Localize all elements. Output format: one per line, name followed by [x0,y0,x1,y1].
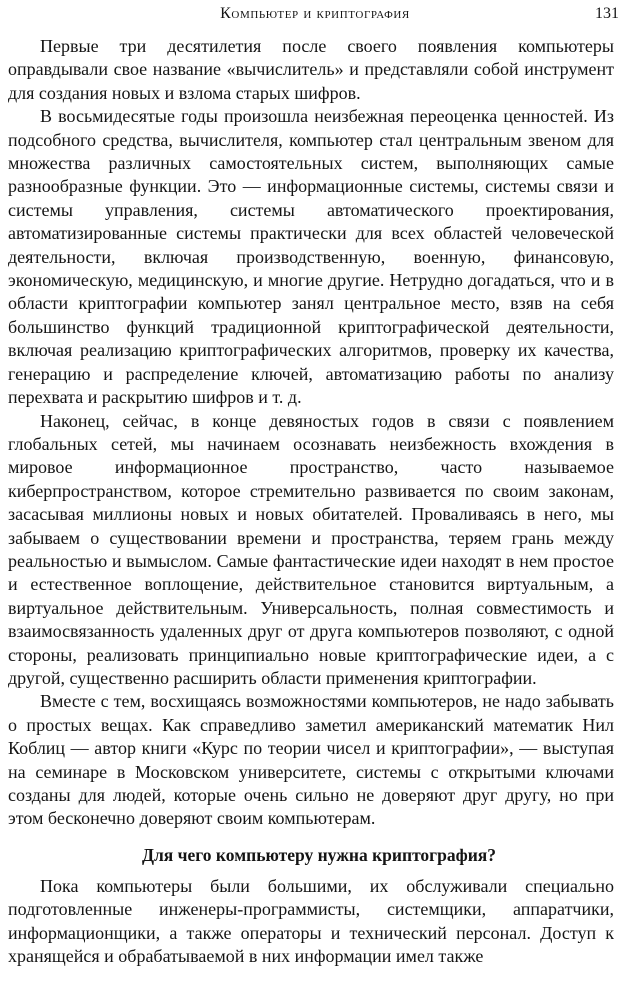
paragraph: Первые три десятилетия после своего появления компьютеры оправдывали свое название «вычислитель» и представляли собой инструмент для создания новых и взлома старых шифров. [8,36,614,103]
running-head [0,4,630,24]
running-title: Компьютер и криптография [220,5,410,22]
body-text [8,35,614,968]
paragraph: Наконец, сейчас, в конце девяностых годов в связи с появлением глобальных сетей, мы начинаем осознавать неизбежность вхождения в мировое информационное пространство, часто называемое киберпространством, которое стремительно развивается по своим законам, засасывая миллионы новых и новых обитателей. Проваливаясь в него, мы забываем о существовании времени и пространства, теряем грань между реальностью и вымыслом. Самые фантастические идеи находят в нем простое и естественное воплощение, действительное становится виртуальным, а виртуальное действительным. Универсальность, полная совместимость и взаимосвязанность удаленных друг от друга компьютеров позволяют, с одной стороны, реализовать принципиально новые криптографические идеи, а с другой, существенно расширить области применения криптографии. [8,410,614,688]
paragraph: Пока компьютеры были большими, их обслуживали специально подготовленные инженеры-программисты, системщики, аппаратчики, информационщики, а также операторы и технический персонал. Доступ к хранящейся и обрабатываемой в них информации имел также [8,875,614,967]
page-number: 131 [595,5,619,22]
section-heading: Для чего компьютеру нужна криптография? [141,844,497,865]
paragraph: В восьмидесятые годы произошла неизбежная переоценка ценностей. Из подсобного средства, вычислителя, компьютер стал центральным звеном для множества различных самостоятельных систем, выполняющих самые разнообразные функции. Это — информационные системы, системы связи и системы управления, системы автоматического проектирования, автоматизированные системы практически для всех областей человеческой деятельности, включая производственную, военную, финансовую, экономическую, медицинскую, и многие другие. Нетрудно догадаться, что и в области криптографии компьютер занял центральное место, взяв на себя большинство функций традиционной криптографической деятельности, включая реализацию криптографических алгоритмов, проверку их качества, генерацию и распределение ключей, автоматизацию работы по анализу перехвата и раскрытию шифров и т. д. [8,106,614,408]
paragraph: Вместе с тем, восхищаясь возможностями компьютеров, не надо забывать о простых вещах. Как справедливо заметил американский математик Нил Коблиц — автор книги «Курс по теории чисел и криптографии», — выступая на семинаре в Московском университете, системы с открытыми ключами созданы для людей, которые очень сильно не доверяют друг другу, но при этом бесконечно доверяют своим компьютерам. [8,691,614,829]
